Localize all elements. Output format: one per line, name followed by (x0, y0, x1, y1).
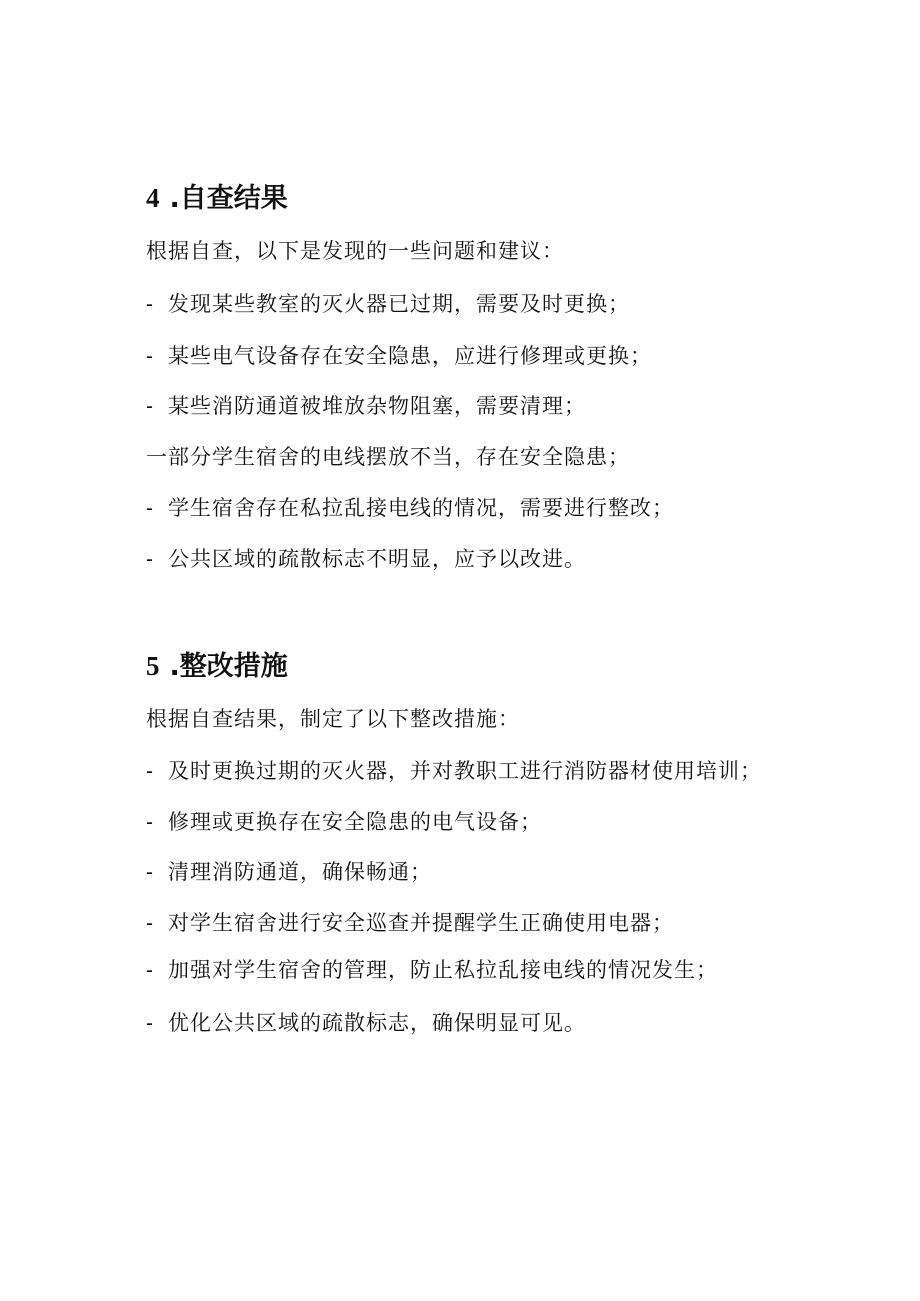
section-5-number: 5 (146, 651, 160, 681)
section-4-item-text: 公共区域的疏散标志不明显，应予以改进。 (168, 547, 586, 571)
section-4-item-2 (146, 341, 652, 372)
section-5-item-text: 及时更换过期的灭火器，并对教职工进行消防器材使用培训； (168, 759, 762, 783)
section-4-intro: 根据自查，以下是发现的一些问题和建议： (146, 239, 564, 263)
section-4-item-1 (146, 289, 630, 320)
bullet-dash: - (146, 959, 154, 982)
section-5-item-2 (146, 807, 542, 838)
section-5-item-text: 清理消防通道，确保畅通； (168, 860, 432, 884)
section-4-heading (146, 180, 288, 217)
section-4-item-3 (146, 391, 586, 422)
section-5-item-text: 对学生宿舍进行安全巡查并提醒学生正确使用电器； (168, 911, 674, 935)
section-5-item-3 (146, 857, 432, 888)
bullet-dash: - (146, 861, 154, 884)
section-4-item-text: 某些消防通道被堆放杂物阻塞，需要清理； (168, 394, 586, 418)
bullet-dash: - (146, 760, 154, 783)
section-5-intro: 根据自查结果，制定了以下整改措施： (146, 707, 520, 731)
section-4-item-text: 学生宿舍存在私拉乱接电线的情况，需要进行整改； (168, 496, 674, 520)
section-5-item-1 (146, 756, 762, 787)
bullet-dash: - (146, 811, 154, 834)
bullet-dash: - (146, 395, 154, 418)
section-4-item-text: 发现某些教室的灭火器已过期，需要及时更换； (168, 292, 630, 316)
bullet-dash: - (146, 345, 154, 368)
bullet-dash: - (146, 548, 154, 571)
section-4-number: 4 (146, 183, 160, 213)
section-5-item-text: 修理或更换存在安全隐患的电气设备； (168, 810, 542, 834)
section-5-item-text: 优化公共区域的疏散标志，确保明显可见。 (168, 1011, 586, 1035)
section-5-item-6 (146, 1008, 586, 1039)
section-4-item-6 (146, 544, 586, 575)
bullet-dash: - (146, 497, 154, 520)
section-4-item-5 (146, 493, 674, 524)
section-4-item-text: 某些电气设备存在安全隐患，应进行修理或更换； (168, 344, 652, 368)
section-5-item-5 (146, 955, 718, 986)
section-5-title: .整改措施 (169, 651, 288, 682)
section-5-heading (146, 648, 288, 685)
bullet-dash: - (146, 912, 154, 935)
section-4-item-4 (146, 442, 630, 472)
bullet-dash: - (146, 293, 154, 316)
section-4-item-text: 一部分学生宿舍的电线摆放不当，存在安全隐患； (146, 445, 630, 469)
bullet-dash: - (146, 1012, 154, 1035)
section-5-item-text: 加强对学生宿舍的管理，防止私拉乱接电线的情况发生； (168, 958, 718, 982)
section-5-item-4 (146, 908, 674, 939)
section-4-title: .自查结果 (169, 183, 288, 214)
